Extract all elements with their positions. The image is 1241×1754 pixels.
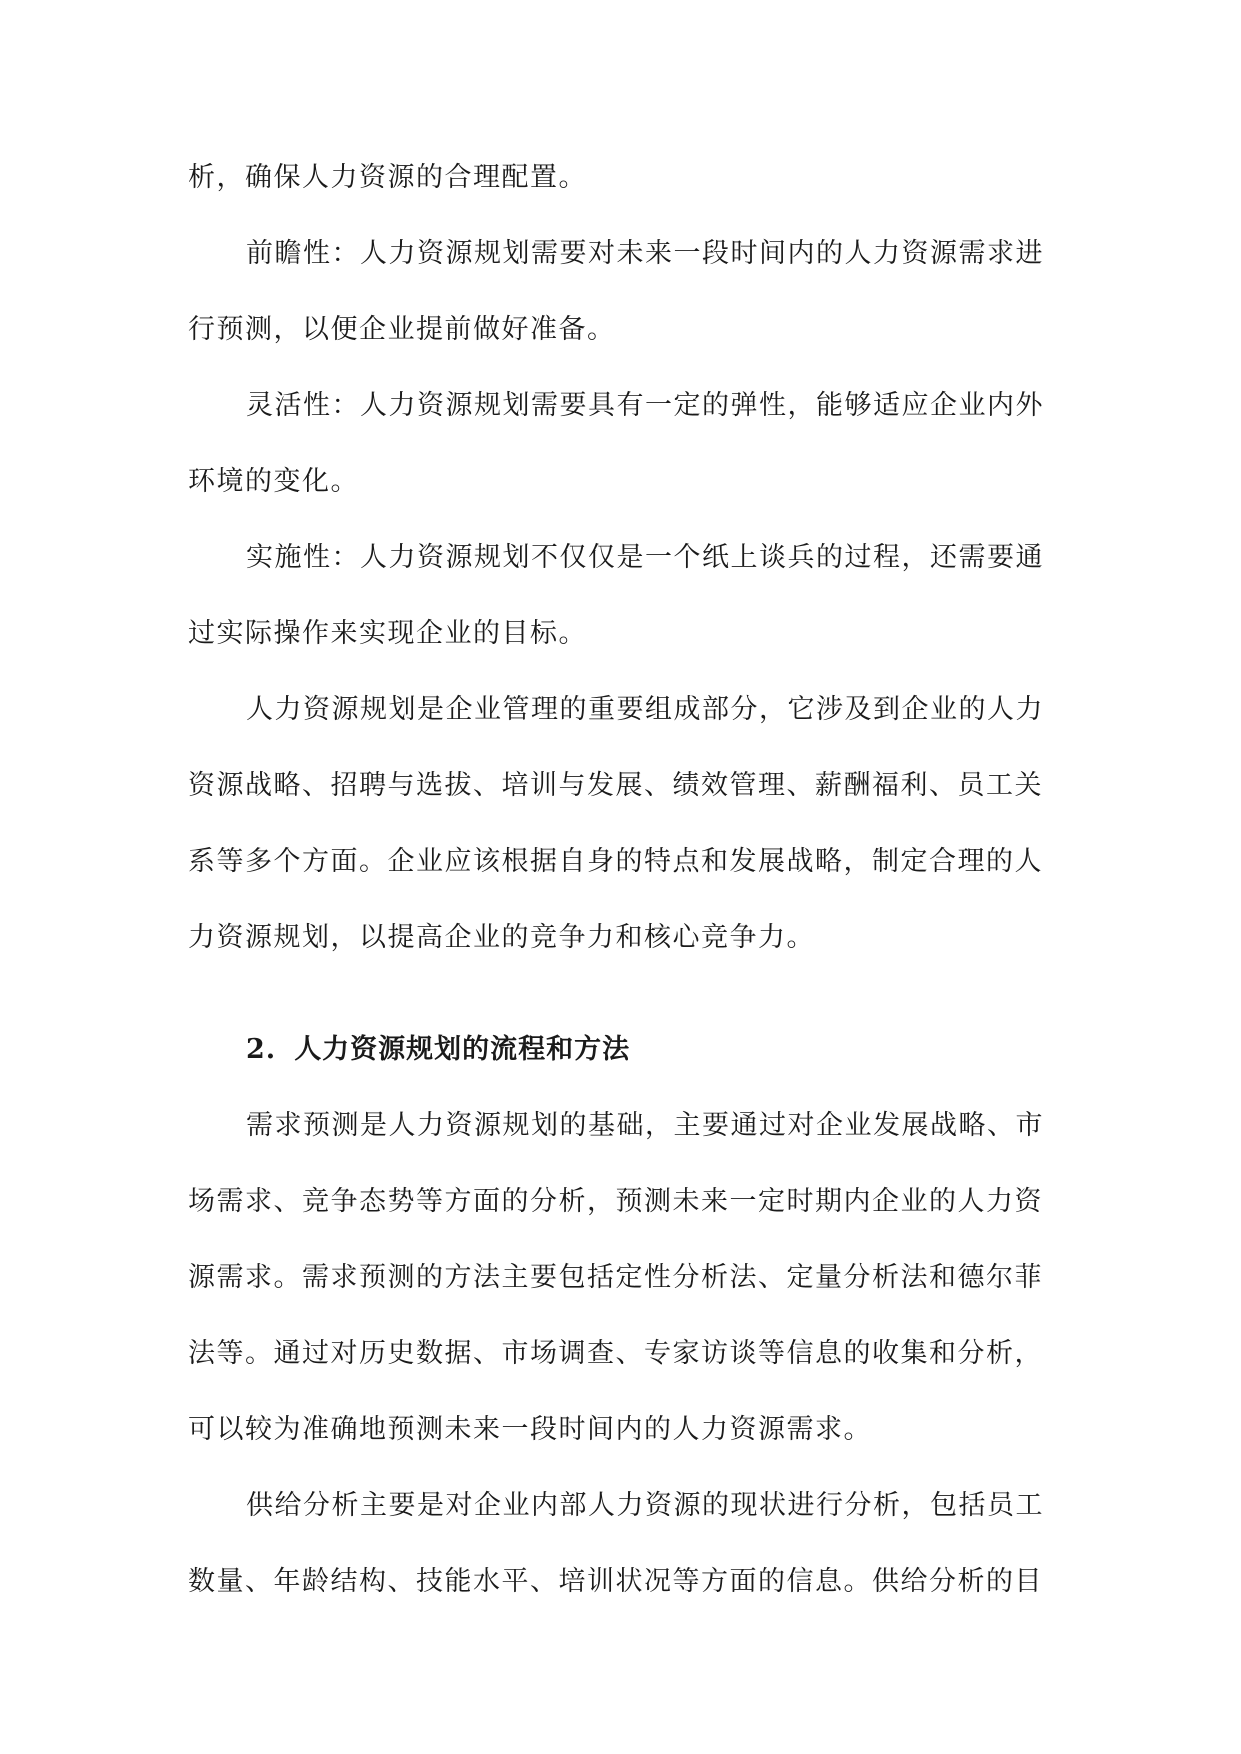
section-title: 人力资源规划的流程和方法 bbox=[294, 1034, 631, 1065]
text-line: 源需求。需求预测的方法主要包括定性分析法、定量分析法和德尔菲 bbox=[188, 1262, 1043, 1293]
paragraph-demand-forecast: 需求预测是人力资源规划的基础，主要通过对企业发展战略、市 bbox=[246, 1110, 1044, 1141]
section-heading bbox=[188, 1012, 1058, 1088]
text-line: 可以较为准确地预测未来一段时间内的人力资源需求。 bbox=[188, 1414, 872, 1445]
text-line: 过实际操作来实现企业的目标。 bbox=[188, 618, 587, 649]
text-line: 数量、年龄结构、技能水平、培训状况等方面的信息。供给分析的目 bbox=[188, 1566, 1043, 1597]
text-line: 行预测，以便企业提前做好准备。 bbox=[188, 314, 616, 345]
section-number: 2. bbox=[246, 1034, 277, 1065]
text-line: 资源战略、招聘与选拔、培训与发展、绩效管理、薪酬福利、员工关 bbox=[188, 770, 1043, 801]
paragraph-supply-analysis: 供给分析主要是对企业内部人力资源的现状进行分析，包括员工 bbox=[246, 1490, 1044, 1521]
spacer bbox=[188, 976, 1058, 1012]
text-line: 场需求、竞争态势等方面的分析，预测未来一定时期内企业的人力资 bbox=[188, 1186, 1043, 1217]
text-line: 法等。通过对历史数据、市场调查、专家访谈等信息的收集和分析， bbox=[188, 1338, 1043, 1369]
paragraph-summary: 人力资源规划是企业管理的重要组成部分，它涉及到企业的人力 bbox=[246, 694, 1044, 725]
paragraph-flexibility: 灵活性：人力资源规划需要具有一定的弹性，能够适应企业内外 bbox=[246, 390, 1044, 421]
text-line: 力资源规划，以提高企业的竞争力和核心竞争力。 bbox=[188, 922, 815, 953]
paragraph-implementation: 实施性：人力资源规划不仅仅是一个纸上谈兵的过程，还需要通 bbox=[246, 542, 1044, 573]
paragraph-foresight: 前瞻性：人力资源规划需要对未来一段时间内的人力资源需求进 bbox=[246, 238, 1044, 269]
document-body bbox=[188, 140, 1058, 1620]
text-line: 析，确保人力资源的合理配置。 bbox=[188, 162, 587, 193]
text-line: 环境的变化。 bbox=[188, 466, 359, 497]
text-line: 系等多个方面。企业应该根据自身的特点和发展战略，制定合理的人 bbox=[188, 846, 1043, 877]
